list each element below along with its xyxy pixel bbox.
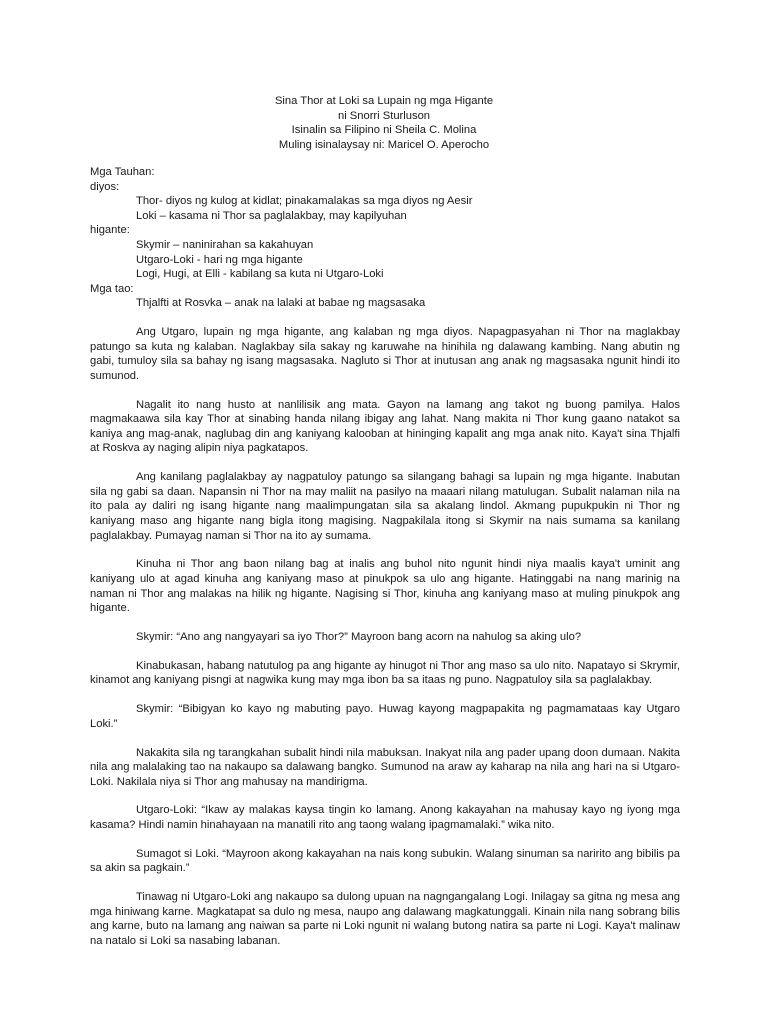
dialogue-paragraph: Skymir: “Ano ang nangyayari sa iyo Thor?” Mayroon bang acorn na nahulog sa aking ulo? — [136, 630, 582, 643]
story-paragraph: Tinawag ni Utgaro-Loki ang nakaupo sa dulong upuan na nagngangalang Logi. Inilagay sa gitna ng mesa ang mga hiniwang karne. Magkatapat sa dulo ng mesa, naupo ang dalawang magkatunggali. Kinain nila nang sobrang bilis ang karne, buto na lamang ang naiwan sa parte ni Loki ngunit ni walang butong natira sa parte ni Logi. Kaya't malinaw na natalo si Loki sa nasabing labanan. — [90, 891, 680, 947]
title-block — [0, 94, 768, 152]
story-title: Sina Thor at Loki sa Lupain ng mga Higante — [274, 95, 494, 107]
character-entry: Logi, Hugi, at Elli - kabilang sa kuta ni Utgaro-Loki — [136, 268, 384, 281]
story-paragraph: Ang Utgaro, lupain ng mga higante, ang kalaban ng mga diyos. Napagpasyahan ni Thor na maglakbay patungo sa kuta ng kalaban. Naglakbay sila sakay ng karuwahe na hinihila ng dalawang kambing. Nang abutin ng gabi, tumuloy sila sa bahay ng isang magsasaka. Nagluto si Thor at inutusan ang anak ng magsasaka ngunit hindi ito sumunod. — [90, 326, 680, 382]
dialogue-paragraph: Utgaro-Loki: “Ikaw ay malakas kaysa tingin ko lamang. Anong kakayahan na mahusay kayo ng iyong mga kasama? Hindi namin hinahayaan na manatili rito ang taong walang ipagmamalaki.” wika nito. — [90, 804, 680, 832]
reteller-line: Muling isinalaysay ni: Maricel O. Aperocho — [278, 138, 490, 151]
characters-heading: Mga Tauhan: — [90, 166, 155, 178]
story-paragraph: Nakakita sila ng tarangkahan subalit hindi nila mabuksan. Inakyat nila ang pader upang doon dumaan. Nakita nila ang malalaking tao na nakaupo sa dalawang bangko. Sumunod na araw ay kaharap na nila ang hari na si Utgaro-Loki. Nakilala niya si Thor ang mahusay na mandirigma. — [90, 746, 680, 788]
story-paragraph: Kinabukasan, habang natutulog pa ang higante ay hinugot ni Thor ang maso sa ulo nito. Napatayo si Skrymir, kinamot ang kaniyang pisngi at nagwika kung may mga ibon ba sa itaas ng puno. Nagpatuloy sila sa paglalakbay. — [90, 659, 680, 687]
character-entry: Loki – kasama ni Thor sa paglalakbay, may kapilyuhan — [136, 209, 407, 222]
people-label: Mga tao: — [90, 282, 134, 295]
story-paragraph: Kinuha ni Thor ang baon nilang bag at inalis ang buhol nito ngunit hindi niya maalis kaya't uminit ang kaniyang ulo at agad kinuha ang kaniyang maso at pinukpok sa ulo ang higante. Hatinggabi na nang marinig na naman ni Thor ang malakas na hilik ng higante. Nagising si Thor, kinuha ang kaniyang maso at muling pinukpok ang higante. — [90, 558, 680, 615]
character-entry: Utgaro-Loki - hari ng mga higante — [136, 253, 303, 266]
dialogue-paragraph: Skymir: “Bibigyan ko kayo ng mabuting payo. Huwag kayong magpapakita ng pagmamataas kay Utgaro Loki.” — [90, 703, 680, 730]
dialogue-paragraph: Sumagot si Loki. “Mayroon akong kakayahan na nais kong subukin. Walang sinuman sa naririto ang bibilis pa sa akin sa pagkain.” — [90, 847, 680, 875]
translator-line: Isinalin sa Filipino ni Sheila C. Molina — [291, 124, 477, 137]
author-line: ni Snorri Sturluson — [337, 109, 431, 122]
gods-label: diyos: — [90, 180, 120, 193]
character-entry: Skymir – naninirahan sa kakahuyan — [136, 238, 314, 251]
story-paragraph: Nagalit ito nang husto at nanlilisik ang mata. Gayon na lamang ang takot ng buong pamilya. Halos magmakaawa sila kay Thor at sinabing handa nilang ibigay ang lahat. Nang makita ni Thor kung gaano natakot sa kaniya ang mag-anak, naglubag din ang kaniyang kalooban at hininging kapalit ang mga anak nito. Kaya't sina Thjalfi at Roskva ay naging alipin niya pagkatapos. — [90, 398, 680, 455]
character-entry: Thjalfti at Rosvka – anak na lalaki at babae ng magsasaka — [136, 297, 426, 310]
story-content — [90, 165, 680, 949]
character-entry: Thor- diyos ng kulog at kidlat; pinakamalakas sa mga diyos ng Aesir — [136, 195, 473, 208]
story-paragraph: Ang kanilang paglalakbay ay nagpatuloy patungo sa silangang bahagi sa lupain ng mga higante. Inabutan sila ng gabi sa daan. Napansin ni Thor na may maliit na pasilyo na maaari nilang matulugan. Subalit nalaman nila na ito pala ay daliri ng isang higante nang maalimpungatan sila sa akalang lindol. Akmang pupukpukin ni Thor ng kaniyang maso ang higante nang bigla itong magising. Nagpakilala itong si Skymir na nais sumama sa kanilang paglalakbay. Pumayag naman si Thor na ito ay sumama. — [90, 471, 680, 542]
giants-label: higante: — [90, 224, 130, 237]
